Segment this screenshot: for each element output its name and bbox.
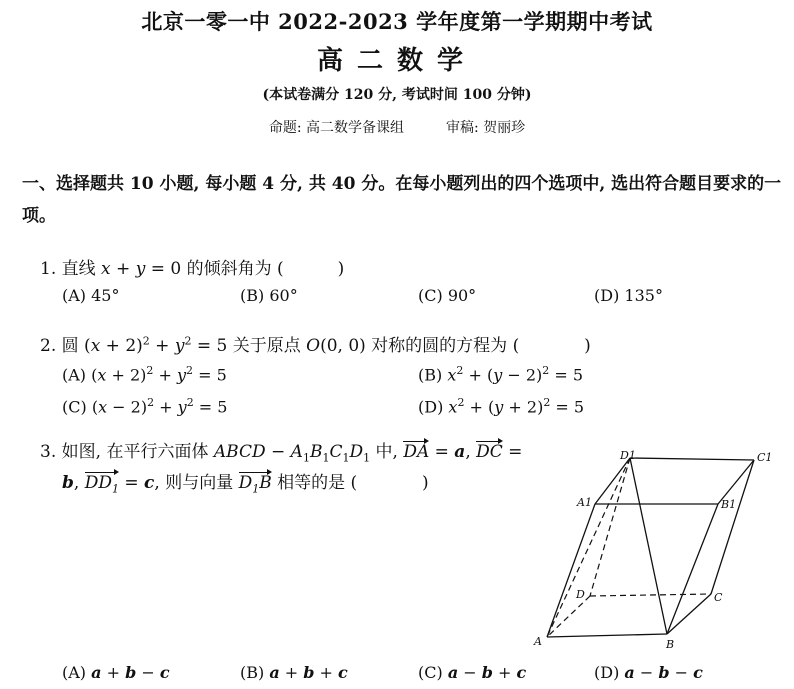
exam-note: (本试卷满分 120 分, 考试时间 100 分钟) (262, 87, 532, 103)
q1-option-d: (D) 135° (594, 286, 663, 305)
q3-number: 3. (40, 442, 57, 462)
question-3-line-1: 3. 如图, 在平行六面体 ABCD − $A_1B_1C_1D_1$ 中, DA = a, DC = (40, 442, 523, 465)
edge-bc (667, 594, 711, 634)
label-b: B (666, 638, 675, 651)
label-a: A (534, 635, 542, 648)
label-d: D (576, 588, 585, 601)
question-1: 1. 直线 x + y = 0 的倾斜角为 ( ) (40, 259, 345, 279)
q1-option-b: (B) 60° (240, 286, 298, 305)
exam-authors (0, 117, 794, 137)
edge-ab (547, 634, 667, 637)
q3-option-c: (C) a − b + c (418, 663, 527, 682)
question-2: 2. 圆 $(x + 2)^2 + y^2 = 5$ 关于原点 O(0, 0) 对称的圆的方程为 ( ) (40, 334, 591, 356)
q2-number: 2. (40, 336, 57, 356)
label-d1: D1 (620, 449, 636, 462)
diagonal-d1b (630, 458, 667, 634)
edge-aa1 (547, 504, 595, 637)
q3-option-a: (A) a + b − c (62, 663, 170, 682)
parallelepiped-figure (528, 446, 778, 654)
exam-title: 北京一零一中 2022-2023 学年度第一学期期中考试 (141, 9, 653, 34)
edge-d1c1 (630, 458, 754, 460)
section-heading: 一、选择题共 10 小题, 每小题 4 分, 共 40 分。在每小题列出的四个选项中, 选出符合题目要求的一项。 (22, 174, 782, 226)
exam-subject: 高二数学 (316, 46, 477, 76)
author: 命题: 高二数学备课组 (268, 120, 404, 136)
q1-option-c: (C) 90° (418, 286, 477, 305)
label-a1: A1 (577, 496, 592, 509)
label-b1: B1 (721, 498, 737, 511)
q2-option-a: (A) $(x + 2)^2 + y^2 = 5$ (62, 364, 227, 385)
reviewer: 审稿: 贺丽珍 (446, 120, 526, 136)
q1-number: 1. (40, 259, 57, 279)
q2-option-b: (B) $x^2 + (y - 2)^2 = 5$ (418, 364, 583, 385)
question-3-line-2: b, $DD_1 = c$, 则与向量 $D_1B$ 相等的是 ( ) (62, 473, 429, 496)
label-c1: C1 (757, 451, 773, 464)
hidden-line-d1a (547, 458, 630, 637)
hidden-edge-dd1 (590, 458, 630, 596)
hidden-edge-dc (590, 594, 711, 596)
q2-option-d: (D) $x^2 + (y + 2)^2 = 5$ (418, 396, 585, 417)
q3-option-d: (D) a − b − c (594, 663, 703, 682)
label-c: C (714, 591, 723, 604)
edge-bb1 (667, 504, 718, 634)
q3-option-b: (B) a + b + c (240, 663, 348, 682)
q2-option-c: (C) $(x - 2)^2 + y^2 = 5$ (62, 396, 228, 417)
q1-option-a: (A) 45° (62, 286, 120, 305)
edge-cc1 (711, 460, 754, 594)
hidden-edge-ad (547, 596, 590, 637)
